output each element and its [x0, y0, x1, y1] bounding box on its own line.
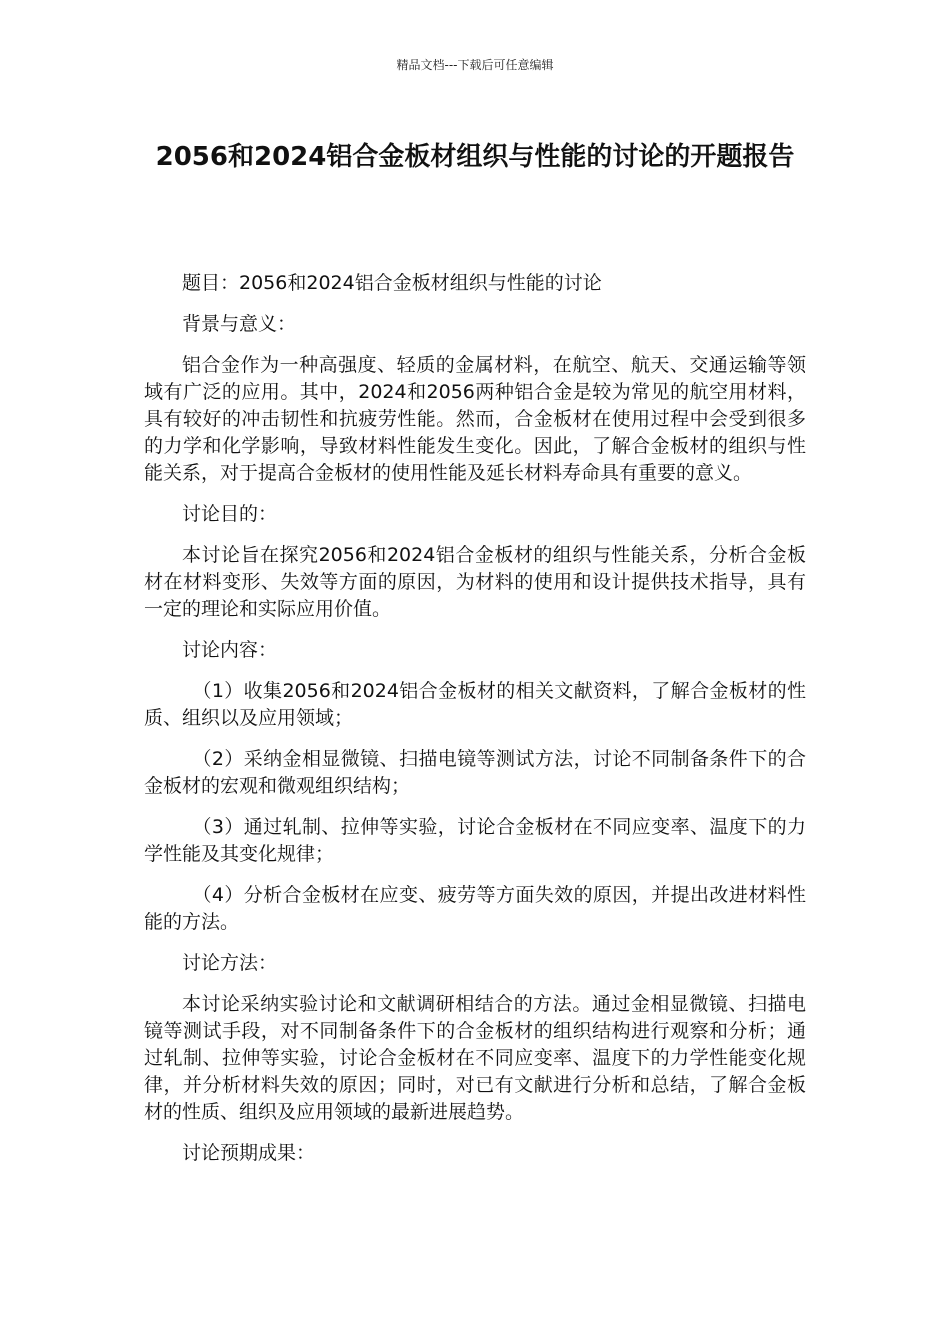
section-heading-method: 讨论方法：	[182, 952, 278, 974]
page-header: 精品文档---下载后可任意编辑	[396, 58, 554, 72]
purpose-paragraph: 本讨论旨在探究2056和2024铝合金板材的组织与性能关系，分析合金板材在材料变形、失效等方面的原因，为材料的使用和设计提供技术指导，具有一定的理论和实际应用价值。	[144, 544, 806, 620]
content-item-3: （3）通过轧制、拉伸等实验，讨论合金板材在不同应变率、温度下的力学性能及其变化规律；	[144, 816, 806, 865]
content-item-1: （1）收集2056和2024铝合金板材的相关文献资料，了解合金板材的性质、组织以及应用领域；	[144, 680, 806, 729]
document-body	[144, 270, 806, 1181]
method-paragraph: 本讨论采纳实验讨论和文献调研相结合的方法。通过金相显微镜、扫描电镜等测试手段，对不同制备条件下的合金板材的组织结构进行观察和分析；通过轧制、拉伸等实验，讨论合金板材在不同应变率、温度下的力学性能变化规律，并分析材料失效的原因；同时，对已有文献进行分析和总结，了解合金板材的性质、组织及应用领域的最新进展趋势。	[144, 993, 806, 1123]
section-heading-content: 讨论内容：	[182, 639, 278, 661]
document-title: 2056和2024铝合金板材组织与性能的讨论的开题报告	[155, 142, 795, 172]
section-heading-purpose: 讨论目的：	[182, 503, 278, 525]
topic-line: 题目：2056和2024铝合金板材组织与性能的讨论	[182, 272, 602, 294]
content-item-2: （2）采纳金相显微镜、扫描电镜等测试方法，讨论不同制备条件下的合金板材的宏观和微观组织结构；	[144, 748, 806, 797]
section-heading-background: 背景与意义：	[182, 313, 297, 335]
content-item-4: （4）分析合金板材在应变、疲劳等方面失效的原因，并提出改进材料性能的方法。	[144, 884, 806, 933]
section-heading-outcomes: 讨论预期成果：	[182, 1142, 316, 1164]
background-paragraph: 铝合金作为一种高强度、轻质的金属材料，在航空、航天、交通运输等领域有广泛的应用。其中，2024和2056两种铝合金是较为常见的航空用材料，具有较好的冲击韧性和抗疲劳性能。然而，合金板材在使用过程中会受到很多的力学和化学影响，导致材料性能发生变化。因此，了解合金板材的组织与性能关系，对于提高合金板材的使用性能及延长材料寿命具有重要的意义。	[144, 354, 806, 484]
